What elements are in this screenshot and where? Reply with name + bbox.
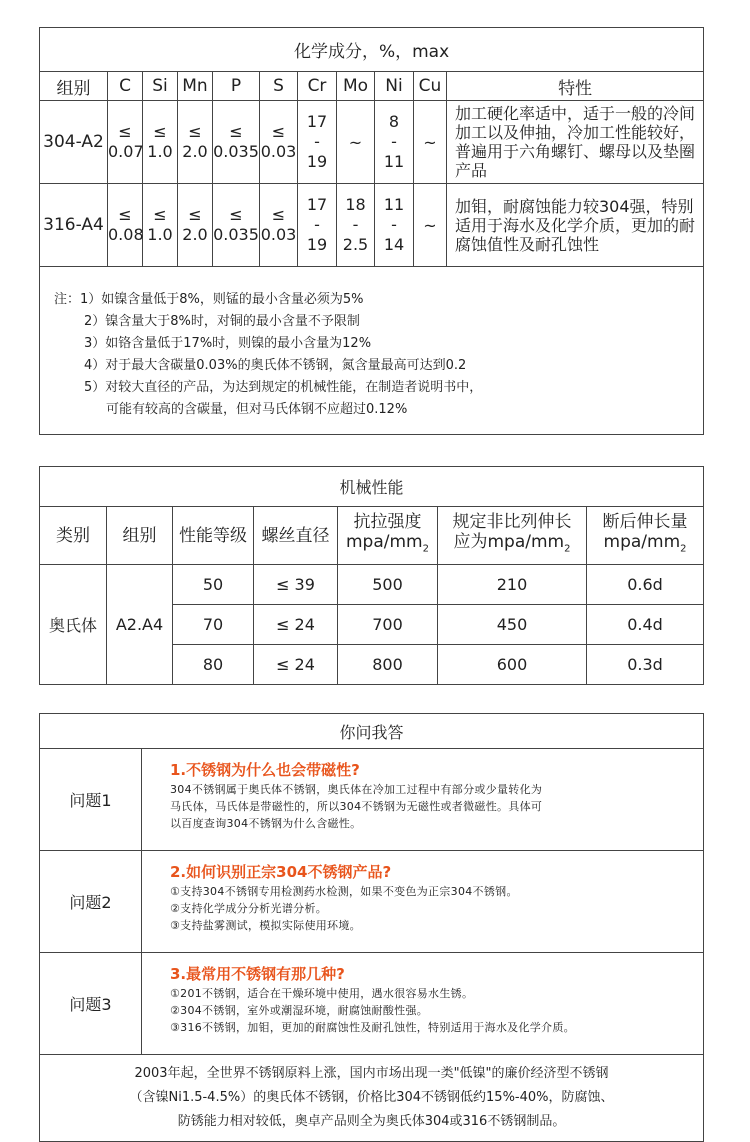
answer-cell [142, 851, 704, 953]
answer-line: 马氏体，马氏体是带磁性的，所以304不锈钢为无磁性或者微磁性。具体可 [170, 800, 543, 813]
note-line: 4）对于最大含碳量0.03%的奥氏体不锈钢，氮含量最高可达到0.2 [84, 358, 467, 373]
ni-cell: 8 - 11 [375, 101, 414, 184]
col-header-mn: Mn [178, 72, 213, 101]
mech-table-title: 机械性能 [40, 467, 704, 507]
col-header-grade: 性能等级 [173, 507, 254, 565]
note-line: 注：1）如镍含量低于8%，则锰的最小含量必须为5% [54, 292, 364, 307]
s-cell: ≤ 0.03 [260, 184, 298, 267]
summary-cell [40, 1055, 704, 1142]
ni-cell: 11 - 14 [375, 184, 414, 267]
elongation-cell: 0.4d [587, 605, 704, 645]
note-line: 3）如铬含量低于17%时，则镍的最小含量为12% [84, 336, 372, 351]
question-label: 问题1 [40, 749, 142, 851]
yield-cell: 600 [438, 645, 587, 685]
qa-item [40, 851, 704, 953]
cu-cell: ~ [414, 184, 447, 267]
answer-line: 以百度查询304不锈钢为什么含磁性。 [170, 817, 362, 830]
col-header-category: 类别 [40, 507, 107, 565]
yield-cell: 210 [438, 565, 587, 605]
cr-cell: 17 - 19 [298, 184, 337, 267]
answer-line: 304不锈钢属于奥氏体不锈钢，奥氏体在冷加工过程中有部分或少量转化为 [170, 783, 543, 796]
chem-header-row [40, 72, 704, 101]
answer-line: ②304不锈钢，室外或潮湿环境，耐腐蚀耐酸性强。 [170, 1004, 429, 1017]
si-cell: ≤ 1.0 [143, 101, 178, 184]
grade-cell: 80 [173, 645, 254, 685]
col-header-ni: Ni [375, 72, 414, 101]
cu-cell: ~ [414, 101, 447, 184]
col-header-cr: Cr [298, 72, 337, 101]
col-header-yield: 规定非比列伸长 应为mpa/$mm_2$ [438, 507, 587, 565]
qa-table-title: 你问我答 [40, 714, 704, 749]
table-row [40, 101, 704, 184]
col-header-mo: Mo [337, 72, 375, 101]
mech-header-row [40, 507, 704, 565]
chem-table-title: 化学成分，%，max [40, 28, 704, 72]
question-label: 问题2 [40, 851, 142, 953]
answer-line: ③316不锈钢，加钼，更加的耐腐蚀性及耐孔蚀性，特别适用于海水及化学介质。 [170, 1021, 575, 1034]
mo-cell: ~ [337, 101, 375, 184]
summary-line: 2003年起，全世界不锈钢原料上涨，国内市场出现一类"低镍"的廉价经济型不锈钢 [134, 1066, 609, 1081]
c-cell: ≤ 0.08 [108, 184, 143, 267]
answer-line: ②支持化学成分分析光谱分析。 [170, 902, 328, 915]
property-cell: 加钼，耐腐蚀能力较304强，特别适用于海水及化学介质，更加的耐腐蚀值性及耐孔蚀性 [447, 184, 704, 267]
answer-line: ③支持盐雾测试，模拟实际使用环境。 [170, 919, 361, 932]
diameter-cell: ≤ 24 [254, 645, 338, 685]
note-line: 可能有较高的含碳量，但对马氏体钢不应超过0.12% [106, 402, 408, 417]
answer-line: ①201不锈钢，适合在干燥环境中使用，遇水很容易水生锈。 [170, 987, 474, 1000]
col-header-diameter: 螺丝直径 [254, 507, 338, 565]
col-header-si: Si [143, 72, 178, 101]
category-cell: 奥氏体 [40, 565, 107, 685]
elongation-cell: 0.6d [587, 565, 704, 605]
mo-cell: 18 - 2.5 [337, 184, 375, 267]
group-cell: 304-A2 [40, 101, 108, 184]
p-cell: ≤ 0.035 [213, 101, 260, 184]
table-row [40, 184, 704, 267]
col-header-group: 组别 [107, 507, 173, 565]
property-cell: 加工硬化率适中，适于一般的冷间加工以及伸抽，冷加工性能较好，普遍用于六角螺钉、螺母以及垫圈产品 [447, 101, 704, 184]
tensile-cell: 700 [338, 605, 438, 645]
col-header-property: 特性 [447, 72, 704, 101]
chemical-composition-table [39, 27, 704, 435]
question-title: 1.不锈钢为什么也会带磁性? [170, 761, 360, 779]
group-cell: 316-A4 [40, 184, 108, 267]
answer-line: ①支持304不锈钢专用检测药水检测，如果不变色为正宗304不锈钢。 [170, 885, 518, 898]
p-cell: ≤ 0.035 [213, 184, 260, 267]
diameter-cell: ≤ 24 [254, 605, 338, 645]
s-cell: ≤ 0.03 [260, 101, 298, 184]
group-cell: A2.A4 [107, 565, 173, 685]
question-title: 3.最常用不锈钢有那几种? [170, 965, 345, 983]
col-header-s: S [260, 72, 298, 101]
qa-item [40, 953, 704, 1055]
col-header-tensile: 抗拉强度 mpa/$mm_2$ [338, 507, 438, 565]
c-cell: ≤ 0.07 [108, 101, 143, 184]
mechanical-properties-table [39, 466, 704, 685]
col-header-elongation: 断后伸长量 mpa/$mm_2$ [587, 507, 704, 565]
qa-item [40, 749, 704, 851]
answer-cell [142, 953, 704, 1055]
summary-line: （含镍Ni1.5-4.5%）的奥氏体不锈钢，价格比304不锈钢低约15%-40%，防腐蚀、 [129, 1090, 614, 1105]
table-row [40, 565, 704, 605]
notes-cell [40, 267, 704, 435]
tensile-cell: 500 [338, 565, 438, 605]
note-line: 5）对较大直径的产品，为达到规定的机械性能，在制造者说明书中， [84, 380, 483, 395]
diameter-cell: ≤ 39 [254, 565, 338, 605]
tensile-cell: 800 [338, 645, 438, 685]
note-line: 2）镍含量大于8%时，对铜的最小含量不予限制 [84, 314, 360, 329]
answer-cell [142, 749, 704, 851]
cr-cell: 17 - 19 [298, 101, 337, 184]
si-cell: ≤ 1.0 [143, 184, 178, 267]
col-header-cu: Cu [414, 72, 447, 101]
col-header-group: 组别 [40, 72, 108, 101]
yield-cell: 450 [438, 605, 587, 645]
mn-cell: ≤ 2.0 [178, 184, 213, 267]
summary-line: 防锈能力相对较低，奥卓产品则全为奥氏体304或316不锈钢制品。 [177, 1114, 566, 1129]
mn-cell: ≤ 2.0 [178, 101, 213, 184]
grade-cell: 70 [173, 605, 254, 645]
elongation-cell: 0.3d [587, 645, 704, 685]
grade-cell: 50 [173, 565, 254, 605]
qa-table [39, 713, 704, 1142]
question-label: 问题3 [40, 953, 142, 1055]
col-header-p: P [213, 72, 260, 101]
question-title: 2.如何识别正宗304不锈钢产品? [170, 863, 392, 881]
notes-list [40, 267, 703, 421]
col-header-c: C [108, 72, 143, 101]
